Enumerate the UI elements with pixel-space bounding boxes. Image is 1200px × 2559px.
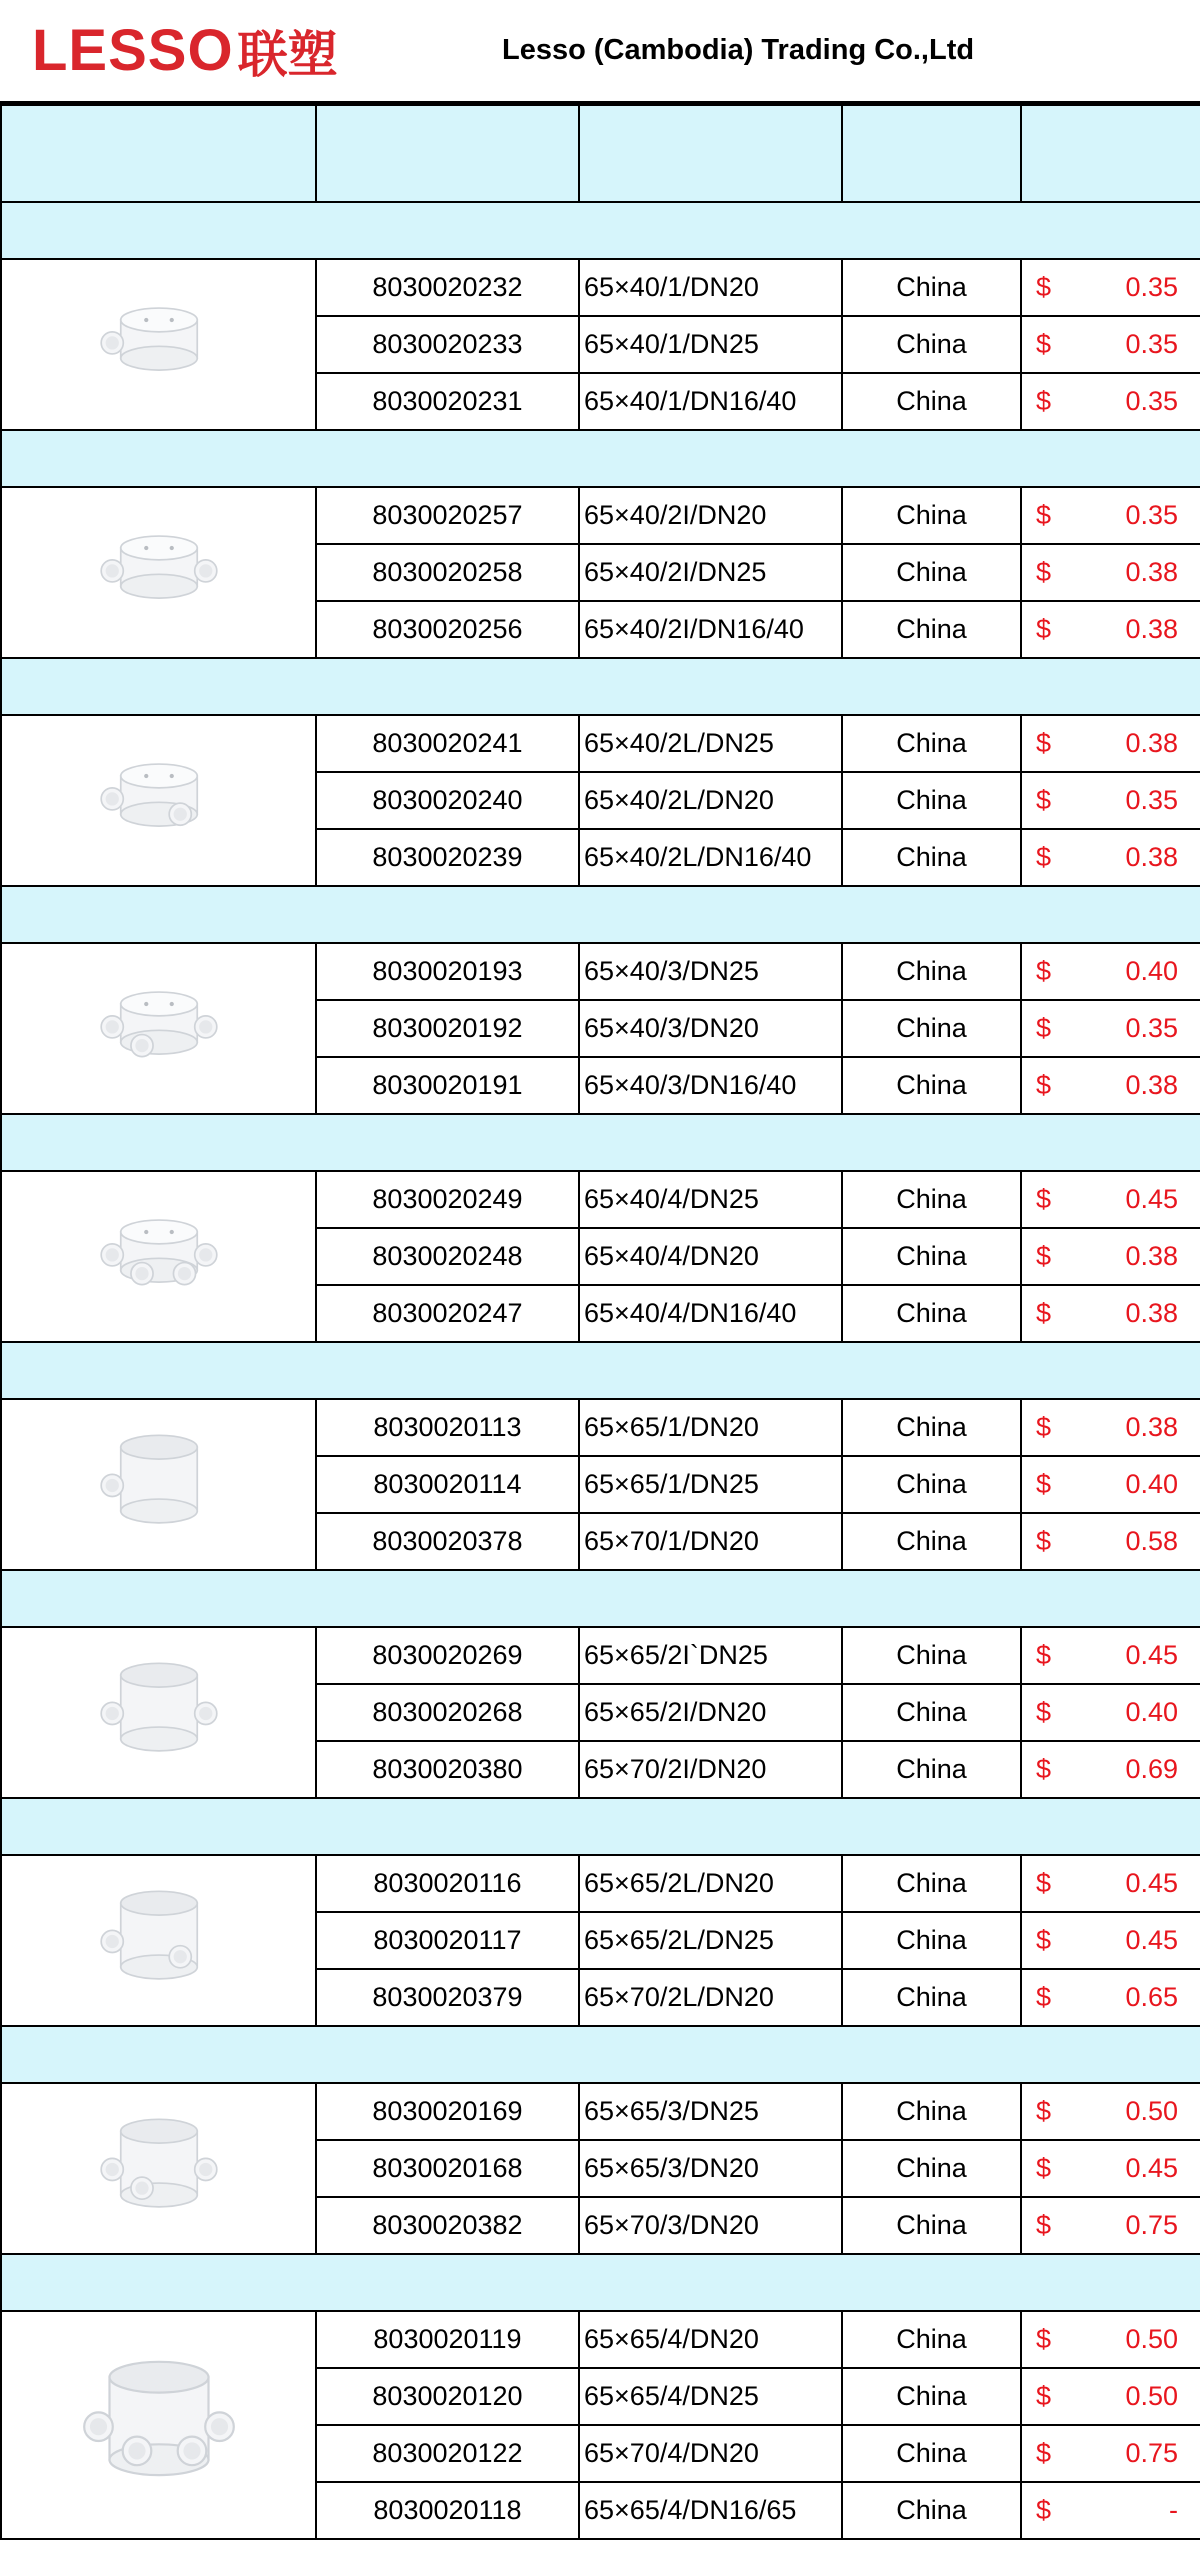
- product-row: [1, 1171, 1200, 1228]
- group-title-row: [1, 1570, 1200, 1627]
- currency-symbol: $: [1036, 386, 1052, 416]
- product-origin: China: [842, 829, 1021, 886]
- product-origin: China: [842, 2425, 1021, 2482]
- price-wrapper: [1022, 272, 1200, 303]
- product-price: 0.35: [1125, 500, 1178, 530]
- price-wrapper: [1022, 728, 1200, 759]
- product-price: 0.50: [1125, 2096, 1178, 2126]
- product-origin: China: [842, 2482, 1021, 2539]
- product-image: [1, 259, 316, 430]
- product-price-cell: [1021, 715, 1200, 772]
- deep-box-2-way-angle-icon: [74, 1974, 244, 2004]
- product-code: 8030020118: [316, 2482, 579, 2539]
- product-origin: China: [842, 373, 1021, 430]
- product-code: 8030020380: [316, 1741, 579, 1798]
- group-title-row: [1, 202, 1200, 259]
- product-code: 8030020233: [316, 316, 579, 373]
- product-price-cell: [1021, 316, 1200, 373]
- product-row: [1, 487, 1200, 544]
- product-price: 0.35: [1125, 272, 1178, 302]
- product-price: 0.35: [1125, 329, 1178, 359]
- product-price-cell: [1021, 2425, 1200, 2482]
- product-spec: 65×65/1/DN20: [579, 1399, 842, 1456]
- product-price-cell: [1021, 1912, 1200, 1969]
- currency-symbol: $: [1036, 1640, 1052, 1670]
- product-spec: 65×65/2I`DN25: [579, 1627, 842, 1684]
- product-origin: China: [842, 2197, 1021, 2254]
- product-spec: 65×65/4/DN16/65: [579, 2482, 842, 2539]
- product-price: 0.38: [1125, 1412, 1178, 1442]
- currency-symbol: $: [1036, 2210, 1052, 2240]
- product-price-cell: [1021, 1057, 1200, 1114]
- product-spec: 65×70/4/DN20: [579, 2425, 842, 2482]
- currency-symbol: $: [1036, 614, 1052, 644]
- price-wrapper: [1022, 2438, 1200, 2469]
- product-price: 0.38: [1125, 614, 1178, 644]
- product-image: [1, 1399, 316, 1570]
- price-wrapper: [1022, 329, 1200, 360]
- product-spec: 65×40/1/DN25: [579, 316, 842, 373]
- price-wrapper: [1022, 1754, 1200, 1785]
- price-wrapper: [1022, 785, 1200, 816]
- product-code: 8030020231: [316, 373, 579, 430]
- product-price: 0.45: [1125, 1184, 1178, 1214]
- product-price-cell: [1021, 1285, 1200, 1342]
- product-origin: China: [842, 1456, 1021, 1513]
- price-wrapper: [1022, 1697, 1200, 1728]
- product-price: 0.35: [1125, 785, 1178, 815]
- currency-symbol: $: [1036, 728, 1052, 758]
- group-title-row: [1, 2254, 1200, 2311]
- group-title: [1, 1798, 1200, 1855]
- price-wrapper: [1022, 1184, 1200, 1215]
- currency-symbol: $: [1036, 1412, 1052, 1442]
- deep-box-2-way-straight-icon: [74, 1746, 244, 1776]
- col-header-price: [1021, 105, 1200, 202]
- product-price-cell: [1021, 2482, 1200, 2539]
- product-origin: China: [842, 2368, 1021, 2425]
- product-code: 8030020117: [316, 1912, 579, 1969]
- price-wrapper: [1022, 1526, 1200, 1557]
- product-price: 0.35: [1125, 1013, 1178, 1043]
- product-spec: 65×40/3/DN16/40: [579, 1057, 842, 1114]
- product-price: 0.38: [1125, 1241, 1178, 1271]
- product-origin: China: [842, 2083, 1021, 2140]
- product-spec: 65×70/3/DN20: [579, 2197, 842, 2254]
- currency-symbol: $: [1036, 2096, 1052, 2126]
- product-price: 0.38: [1125, 557, 1178, 587]
- group-title: [1, 1570, 1200, 1627]
- product-price-cell: [1021, 2083, 1200, 2140]
- price-wrapper: [1022, 956, 1200, 987]
- product-image: [1, 1171, 316, 1342]
- product-origin: China: [842, 1969, 1021, 2026]
- product-price-cell: [1021, 1684, 1200, 1741]
- product-price-cell: [1021, 1228, 1200, 1285]
- product-spec: 65×40/1/DN16/40: [579, 373, 842, 430]
- product-spec: 65×65/3/DN25: [579, 2083, 842, 2140]
- product-spec: 65×40/4/DN20: [579, 1228, 842, 1285]
- price-wrapper: [1022, 1412, 1200, 1443]
- price-wrapper: [1022, 1640, 1200, 1671]
- product-price: 0.40: [1125, 1697, 1178, 1727]
- product-price: 0.38: [1125, 728, 1178, 758]
- product-spec: 65×65/3/DN20: [579, 2140, 842, 2197]
- junction-box-2-way-angle-icon: [74, 834, 244, 864]
- product-price-cell: [1021, 2311, 1200, 2368]
- product-spec: 65×40/3/DN25: [579, 943, 842, 1000]
- product-image: [1, 1627, 316, 1798]
- column-header-row: [1, 105, 1200, 202]
- product-code: 8030020193: [316, 943, 579, 1000]
- price-wrapper: [1022, 1868, 1200, 1899]
- currency-symbol: $: [1036, 1925, 1052, 1955]
- product-row: [1, 2083, 1200, 2140]
- col-header-description: [579, 105, 842, 202]
- product-row: [1, 1627, 1200, 1684]
- product-spec: 65×65/2I/DN20: [579, 1684, 842, 1741]
- currency-symbol: $: [1036, 956, 1052, 986]
- price-wrapper: [1022, 500, 1200, 531]
- product-spec: 65×40/4/DN16/40: [579, 1285, 842, 1342]
- product-price: 0.38: [1125, 1298, 1178, 1328]
- currency-symbol: $: [1036, 557, 1052, 587]
- product-price: -: [1169, 2495, 1178, 2525]
- price-wrapper: [1022, 1469, 1200, 1500]
- product-spec: 65×65/1/DN25: [579, 1456, 842, 1513]
- product-origin: China: [842, 316, 1021, 373]
- group-title-row: [1, 1114, 1200, 1171]
- product-spec: 65×65/4/DN20: [579, 2311, 842, 2368]
- currency-symbol: $: [1036, 1697, 1052, 1727]
- product-image: [1, 943, 316, 1114]
- group-title: [1, 1114, 1200, 1171]
- group-title: [1, 886, 1200, 943]
- product-spec: 65×65/2L/DN20: [579, 1855, 842, 1912]
- product-price: 0.45: [1125, 1640, 1178, 1670]
- product-spec: 65×40/2I/DN20: [579, 487, 842, 544]
- currency-symbol: $: [1036, 2153, 1052, 2183]
- price-wrapper: [1022, 2324, 1200, 2355]
- currency-symbol: $: [1036, 1298, 1052, 1328]
- product-price-cell: [1021, 373, 1200, 430]
- product-price: 0.38: [1125, 1070, 1178, 1100]
- currency-symbol: $: [1036, 1868, 1052, 1898]
- product-price-cell: [1021, 601, 1200, 658]
- product-origin: China: [842, 1000, 1021, 1057]
- group-title-row: [1, 1342, 1200, 1399]
- product-price: 0.69: [1125, 1754, 1178, 1784]
- product-price-cell: [1021, 2368, 1200, 2425]
- product-origin: China: [842, 772, 1021, 829]
- price-wrapper: [1022, 2381, 1200, 2412]
- product-spec: 65×65/4/DN25: [579, 2368, 842, 2425]
- product-code: 8030020114: [316, 1456, 579, 1513]
- company-name: Lesso (Cambodia) Trading Co.,Ltd: [502, 34, 975, 66]
- product-code: 8030020258: [316, 544, 579, 601]
- group-title-row: [1, 886, 1200, 943]
- product-price: 0.38: [1125, 842, 1178, 872]
- product-row: [1, 1399, 1200, 1456]
- logo-cjk-text: 联塑: [237, 26, 338, 83]
- currency-symbol: $: [1036, 1241, 1052, 1271]
- product-origin: China: [842, 1228, 1021, 1285]
- price-wrapper: [1022, 1013, 1200, 1044]
- price-wrapper: [1022, 614, 1200, 645]
- product-row: [1, 715, 1200, 772]
- logo-latin-text: LESSO: [32, 18, 234, 83]
- currency-symbol: $: [1036, 2438, 1052, 2468]
- product-origin: China: [842, 544, 1021, 601]
- product-spec: 65×70/2I/DN20: [579, 1741, 842, 1798]
- lesso-logo: [32, 15, 502, 87]
- currency-symbol: $: [1036, 1013, 1052, 1043]
- product-code: 8030020120: [316, 2368, 579, 2425]
- product-origin: China: [842, 1171, 1021, 1228]
- product-row: [1, 2311, 1200, 2368]
- product-code: 8030020169: [316, 2083, 579, 2140]
- product-image: [1, 2311, 316, 2539]
- product-code: 8030020232: [316, 259, 579, 316]
- deep-box-3-way-icon: [74, 2202, 244, 2232]
- product-image: [1, 715, 316, 886]
- product-price-cell: [1021, 1513, 1200, 1570]
- product-price: 0.65: [1125, 1982, 1178, 2012]
- product-origin: China: [842, 2311, 1021, 2368]
- header-bar: [0, 0, 1200, 104]
- product-row: [1, 1855, 1200, 1912]
- junction-box-2-way-straight-icon: [74, 606, 244, 636]
- product-price: 0.50: [1125, 2381, 1178, 2411]
- product-spec: 65×65/2L/DN25: [579, 1912, 842, 1969]
- product-price-cell: [1021, 1456, 1200, 1513]
- product-origin: China: [842, 715, 1021, 772]
- product-price-cell: [1021, 487, 1200, 544]
- product-origin: China: [842, 1855, 1021, 1912]
- product-code: 8030020378: [316, 1513, 579, 1570]
- product-price: 0.45: [1125, 2153, 1178, 2183]
- deep-box-4-way-icon: [49, 2477, 269, 2507]
- price-wrapper: [1022, 2096, 1200, 2127]
- price-wrapper: [1022, 1982, 1200, 2013]
- product-code: 8030020256: [316, 601, 579, 658]
- product-price: 0.35: [1125, 386, 1178, 416]
- product-price: 0.75: [1125, 2210, 1178, 2240]
- col-header-origin: [842, 105, 1021, 202]
- product-image: [1, 1855, 316, 2026]
- product-code: 8030020119: [316, 2311, 579, 2368]
- currency-symbol: $: [1036, 1469, 1052, 1499]
- currency-symbol: $: [1036, 2324, 1052, 2354]
- price-wrapper: [1022, 1925, 1200, 1956]
- product-code: 8030020240: [316, 772, 579, 829]
- currency-symbol: $: [1036, 1754, 1052, 1784]
- junction-box-1-way-icon: [74, 378, 244, 408]
- product-origin: China: [842, 1285, 1021, 1342]
- product-code: 8030020248: [316, 1228, 579, 1285]
- product-code: 8030020122: [316, 2425, 579, 2482]
- group-title-row: [1, 1798, 1200, 1855]
- junction-box-4-way-icon: [74, 1290, 244, 1320]
- product-code: 8030020249: [316, 1171, 579, 1228]
- product-price: 0.75: [1125, 2438, 1178, 2468]
- product-code: 8030020257: [316, 487, 579, 544]
- group-title-row: [1, 430, 1200, 487]
- product-price-cell: [1021, 1855, 1200, 1912]
- group-title: [1, 2026, 1200, 2083]
- price-wrapper: [1022, 557, 1200, 588]
- currency-symbol: $: [1036, 500, 1052, 530]
- product-price: 0.40: [1125, 1469, 1178, 1499]
- product-spec: 65×40/4/DN25: [579, 1171, 842, 1228]
- currency-symbol: $: [1036, 1184, 1052, 1214]
- product-price-cell: [1021, 1969, 1200, 2026]
- product-row: [1, 259, 1200, 316]
- junction-box-3-way-icon: [74, 1062, 244, 1092]
- product-code: 8030020269: [316, 1627, 579, 1684]
- price-wrapper: [1022, 842, 1200, 873]
- price-wrapper: [1022, 1241, 1200, 1272]
- product-spec: 65×40/2L/DN25: [579, 715, 842, 772]
- product-origin: China: [842, 1912, 1021, 1969]
- product-code: 8030020247: [316, 1285, 579, 1342]
- product-code: 8030020379: [316, 1969, 579, 2026]
- product-price: 0.45: [1125, 1868, 1178, 1898]
- product-origin: China: [842, 1684, 1021, 1741]
- product-price: 0.40: [1125, 956, 1178, 986]
- product-price-cell: [1021, 2197, 1200, 2254]
- group-title: [1, 1342, 1200, 1399]
- product-row: [1, 943, 1200, 1000]
- product-spec: 65×40/2L/DN20: [579, 772, 842, 829]
- product-code: 8030020113: [316, 1399, 579, 1456]
- product-image: [1, 487, 316, 658]
- price-wrapper: [1022, 2495, 1200, 2526]
- product-spec: 65×40/2I/DN16/40: [579, 601, 842, 658]
- product-code: 8030020268: [316, 1684, 579, 1741]
- currency-symbol: $: [1036, 329, 1052, 359]
- product-price-cell: [1021, 1399, 1200, 1456]
- product-origin: China: [842, 259, 1021, 316]
- product-code: 8030020191: [316, 1057, 579, 1114]
- deep-box-1-way-icon: [74, 1518, 244, 1548]
- product-spec: 65×40/3/DN20: [579, 1000, 842, 1057]
- product-price-cell: [1021, 943, 1200, 1000]
- price-wrapper: [1022, 1298, 1200, 1329]
- product-origin: China: [842, 2140, 1021, 2197]
- group-title: [1, 202, 1200, 259]
- currency-symbol: $: [1036, 2381, 1052, 2411]
- product-code: 8030020116: [316, 1855, 579, 1912]
- col-header-code: [316, 105, 579, 202]
- product-origin: China: [842, 1627, 1021, 1684]
- product-spec: 65×70/2L/DN20: [579, 1969, 842, 2026]
- product-origin: China: [842, 943, 1021, 1000]
- group-title: [1, 430, 1200, 487]
- product-price-cell: [1021, 544, 1200, 601]
- product-origin: China: [842, 1513, 1021, 1570]
- product-price-cell: [1021, 1741, 1200, 1798]
- product-spec: 65×70/1/DN20: [579, 1513, 842, 1570]
- product-origin: China: [842, 487, 1021, 544]
- group-title-row: [1, 2026, 1200, 2083]
- currency-symbol: $: [1036, 842, 1052, 872]
- product-code: 8030020382: [316, 2197, 579, 2254]
- product-price-cell: [1021, 1000, 1200, 1057]
- currency-symbol: $: [1036, 272, 1052, 302]
- group-title: [1, 658, 1200, 715]
- product-origin: China: [842, 1057, 1021, 1114]
- currency-symbol: $: [1036, 1982, 1052, 2012]
- product-spec: 65×40/2L/DN16/40: [579, 829, 842, 886]
- price-table-body: [1, 202, 1200, 2539]
- group-title: [1, 2254, 1200, 2311]
- currency-symbol: $: [1036, 1070, 1052, 1100]
- product-price-cell: [1021, 1627, 1200, 1684]
- currency-symbol: $: [1036, 1526, 1052, 1556]
- product-code: 8030020239: [316, 829, 579, 886]
- product-price-cell: [1021, 1171, 1200, 1228]
- price-table: [0, 104, 1200, 2540]
- product-price: 0.45: [1125, 1925, 1178, 1955]
- product-image: [1, 2083, 316, 2254]
- price-wrapper: [1022, 1070, 1200, 1101]
- price-wrapper: [1022, 386, 1200, 417]
- product-code: 8030020241: [316, 715, 579, 772]
- product-price-cell: [1021, 772, 1200, 829]
- col-header-image: [1, 105, 316, 202]
- product-origin: China: [842, 1399, 1021, 1456]
- product-price: 0.58: [1125, 1526, 1178, 1556]
- price-wrapper: [1022, 2210, 1200, 2241]
- product-code: 8030020192: [316, 1000, 579, 1057]
- product-origin: China: [842, 601, 1021, 658]
- product-price-cell: [1021, 829, 1200, 886]
- product-origin: China: [842, 1741, 1021, 1798]
- product-price-cell: [1021, 259, 1200, 316]
- price-wrapper: [1022, 2153, 1200, 2184]
- product-spec: 65×40/1/DN20: [579, 259, 842, 316]
- product-spec: 65×40/2I/DN25: [579, 544, 842, 601]
- product-price-cell: [1021, 2140, 1200, 2197]
- group-title-row: [1, 658, 1200, 715]
- product-code: 8030020168: [316, 2140, 579, 2197]
- product-price: 0.50: [1125, 2324, 1178, 2354]
- currency-symbol: $: [1036, 2495, 1052, 2525]
- currency-symbol: $: [1036, 785, 1052, 815]
